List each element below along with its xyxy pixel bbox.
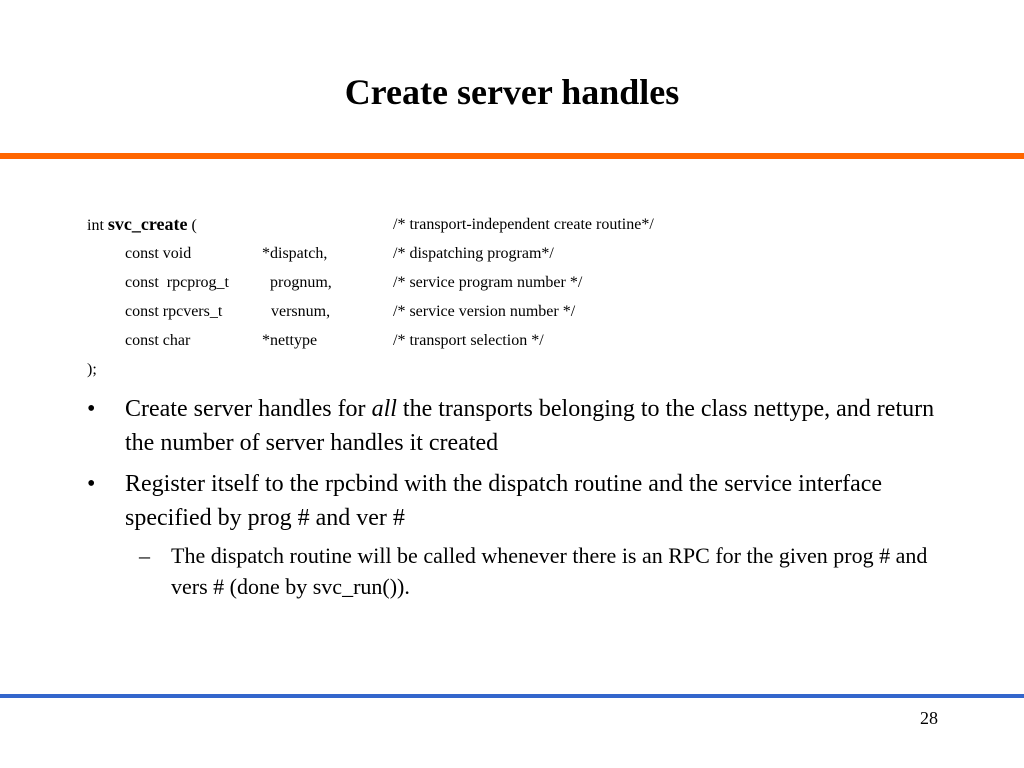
- param-type: const rpcvers_t: [125, 303, 223, 320]
- param-name: *dispatch,: [262, 245, 328, 262]
- bullet-marker: •: [87, 396, 96, 422]
- sub-bullet-text: The dispatch routine will be called whenever there is an RPC for the given prog # and vers # (done by svc_run()).: [171, 543, 928, 599]
- footer-rule: [0, 694, 1024, 698]
- code-comment: /* transport-independent create routine*/: [393, 216, 654, 233]
- code-param-line: [87, 268, 787, 297]
- param-comment: /* dispatching program*/: [393, 245, 554, 262]
- code-param-line: [87, 297, 787, 326]
- code-signature: [87, 210, 197, 240]
- sub-bullet-item: [87, 540, 947, 602]
- param-name: versnum,: [271, 303, 331, 320]
- code-param-line: [87, 239, 787, 268]
- param-type: const void: [125, 245, 192, 262]
- code-block: [87, 210, 787, 384]
- param-type: const char: [125, 332, 191, 349]
- bullet-marker: •: [87, 471, 96, 497]
- sub-bullet-marker: –: [139, 543, 150, 568]
- function-name: svc_create: [107, 214, 188, 234]
- param-type: const rpcprog_t: [125, 274, 229, 291]
- open-paren: (: [187, 217, 197, 234]
- bullet-list: [87, 392, 947, 602]
- param-name: *nettype: [262, 332, 318, 349]
- param-name: prognum,: [270, 274, 332, 291]
- bullet-text-start: Create server handles for: [125, 396, 372, 422]
- bullet-text: Register itself to the rpcbind with the dispatch routine and the service interface specified by prog # and ver #: [125, 471, 883, 531]
- param-comment: /* service program number */: [393, 274, 583, 291]
- code-return-type: int: [87, 217, 108, 234]
- close-paren: );: [87, 361, 97, 378]
- code-close-line: [87, 355, 787, 384]
- bullet-text-end: the transports belonging to the class nettype, and return the number of server handles it created: [125, 396, 935, 456]
- param-comment: /* service version number */: [393, 303, 576, 320]
- bullet-emphasis: all: [371, 396, 397, 422]
- code-signature-line: [87, 210, 787, 239]
- bullet-item: [87, 392, 947, 460]
- slide-title: Create server handles: [344, 72, 680, 112]
- param-comment: /* transport selection */: [393, 332, 544, 349]
- page-number: 28: [920, 708, 938, 728]
- bullet-item: [87, 467, 947, 535]
- title-underline: [0, 153, 1024, 159]
- code-param-line: [87, 326, 787, 355]
